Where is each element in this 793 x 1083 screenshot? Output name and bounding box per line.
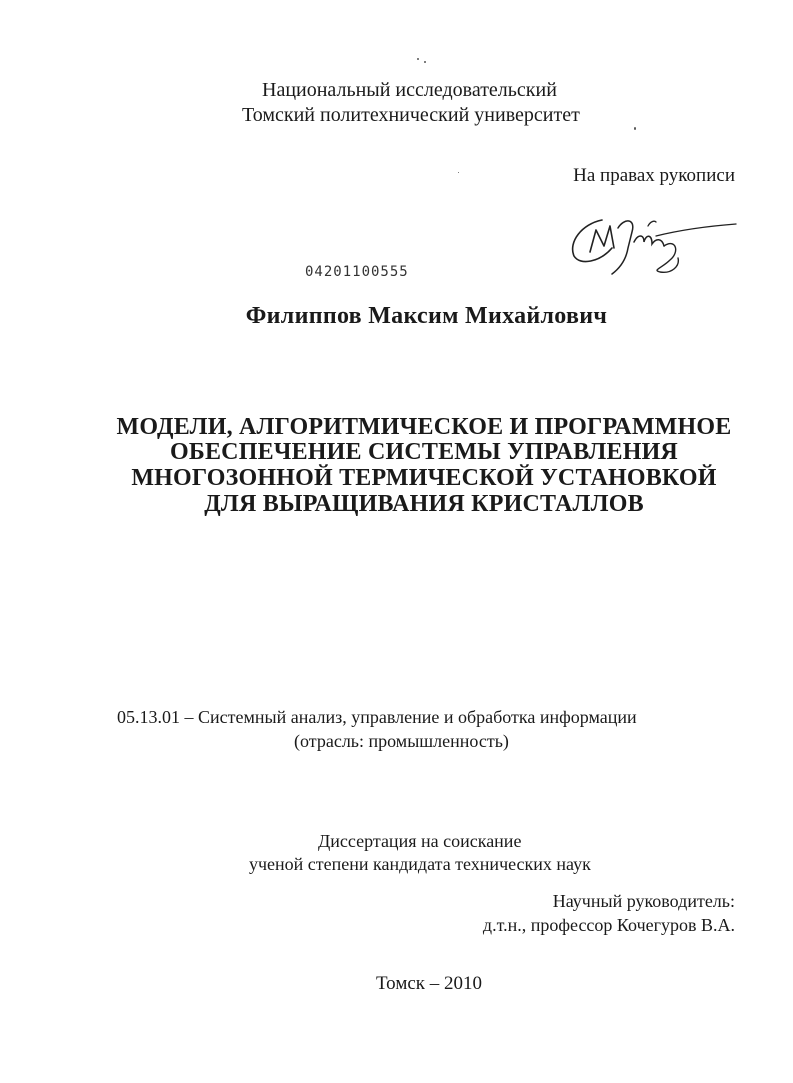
scan-speck: [458, 172, 459, 173]
dissertation-line-2: ученой степени кандидата технических наук: [249, 854, 591, 874]
title-line-2: ОБЕСПЕЧЕНИЕ СИСТЕМЫ УПРАВЛЕНИЯ: [170, 439, 678, 465]
title-line-1: МОДЕЛИ, АЛГОРИТМИЧЕСКОЕ И ПРОГРАММНОЕ: [116, 414, 732, 440]
specialty-branch-line: (отрасль: промышленность): [294, 731, 509, 751]
document-number: 04201100555: [305, 264, 409, 280]
supervisor-label: Научный руководитель:: [552, 891, 735, 911]
institution-line-1: Национальный исследовательский: [262, 79, 557, 101]
scan-speck: [424, 61, 426, 63]
author-name: Филиппов Максим Михайлович: [245, 303, 608, 329]
manuscript-note: На правах рукописи: [573, 165, 735, 186]
signature-icon: [560, 208, 740, 288]
institution-line-2: Томский политехнический университет: [242, 104, 580, 126]
dissertation-line-1: Диссертация на соискание: [318, 831, 522, 851]
specialty-code-line: 05.13.01 – Системный анализ, управление и обработка информации: [117, 707, 637, 727]
supervisor-name: д.т.н., профессор Кочегуров В.А.: [482, 915, 735, 935]
city-year: Томск – 2010: [376, 973, 483, 994]
title-line-4: ДЛЯ ВЫРАЩИВАНИЯ КРИСТАЛЛОВ: [204, 491, 644, 517]
scan-speck: [417, 58, 419, 60]
title-line-3: МНОГОЗОННОЙ ТЕРМИЧЕСКОЙ УСТАНОВКОЙ: [131, 465, 717, 491]
scan-speck: [634, 127, 636, 130]
